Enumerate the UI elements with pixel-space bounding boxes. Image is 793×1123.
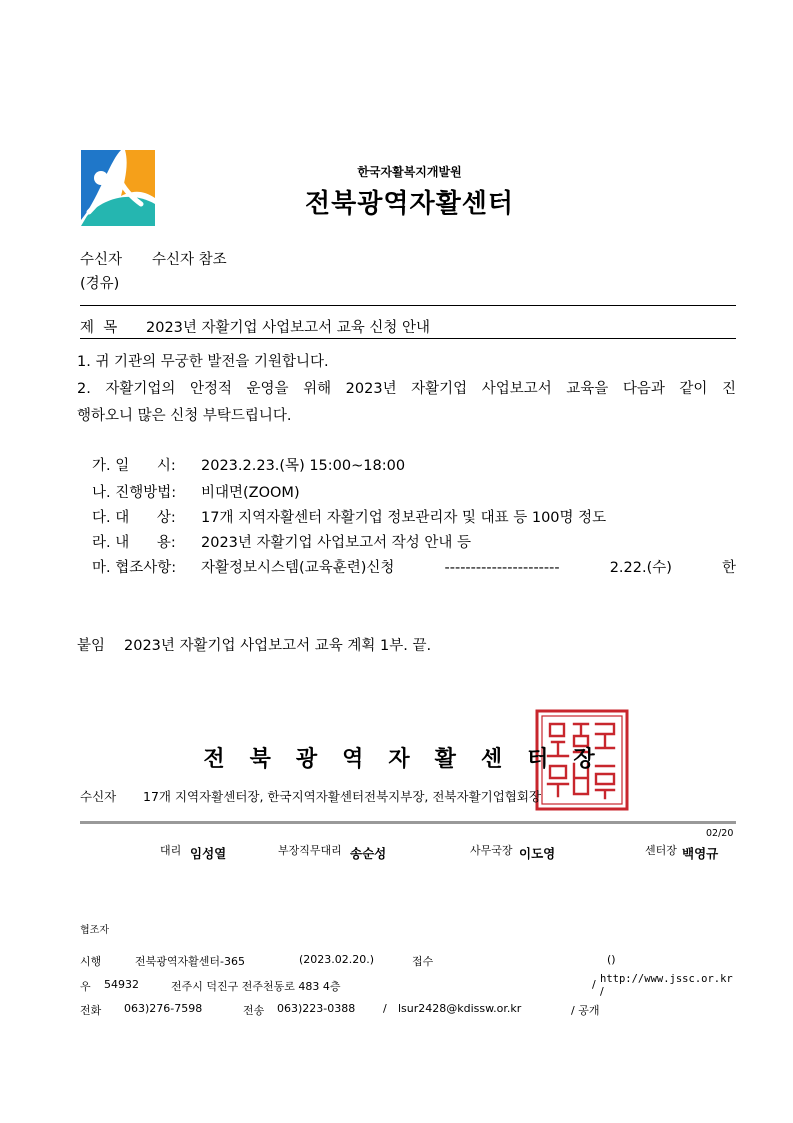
signature-date-note: 02/20 — [706, 828, 734, 839]
cooperator-label: 협조자 — [80, 925, 109, 936]
org-title: 전북광역자활센터 — [305, 189, 514, 219]
signature-role: 센터장 — [645, 844, 677, 857]
attachment-label: 붙임 — [77, 638, 106, 654]
tel-label: 전화 — [80, 1004, 102, 1017]
subject-value: 2023년 자활기업 사업보고서 교육 신청 안내 — [146, 320, 431, 336]
fax-label: 전송 — [243, 1004, 265, 1017]
signature-role: 대리 — [160, 844, 182, 857]
item-value: 자활정보시스템(교육훈련)신청 ---------------------- 2.22.(수) 한 — [201, 560, 736, 576]
disclosure-status: / 공개 — [571, 1004, 600, 1017]
doc-number: 전북광역자활센터-365 — [135, 955, 245, 968]
item-label: 다. 대 상: — [92, 510, 176, 526]
item-value: 비대면(ZOOM) — [201, 485, 300, 501]
body-paragraph-2-line-2: 행하오니 많은 신청 부탁드립니다. — [77, 408, 292, 424]
recipient-label: 수신자 — [80, 252, 123, 268]
receipt-value: () — [607, 953, 616, 966]
item-value: 2023.2.23.(목) 15:00~18:00 — [201, 458, 406, 474]
item-value: 2023년 자활기업 사업보고서 작성 안내 등 — [201, 535, 472, 551]
recipients-list-value: 17개 지역자활센터장, 한국지역자활센터전북지부장, 전북자활기업협회장 — [143, 789, 542, 804]
body-paragraph-2-line-1: 2. 자활기업의 안정적 운영을 위해 2023년 자활기업 사업보고서 교육을 다음과 같이 진 — [77, 381, 736, 397]
signature-name: 백영규 — [682, 846, 719, 861]
tel-number: 063)276-7598 — [124, 1002, 203, 1015]
homepage-slash: / — [600, 985, 604, 998]
doc-date: (2023.02.20.) — [299, 953, 375, 966]
homepage-link[interactable]: http://www.jssc.or.kr — [600, 973, 733, 985]
signature-name: 송순성 — [350, 846, 387, 861]
item-label: 마. 협조사항: — [92, 560, 177, 576]
address-slash: / — [592, 978, 596, 991]
divider-top — [80, 305, 736, 306]
item-label: 라. 내 용: — [92, 535, 176, 551]
fax-number: 063)223-0388 — [277, 1002, 356, 1015]
signature-role: 사무국장 — [470, 844, 513, 857]
doc-label: 시행 — [80, 955, 102, 968]
attachment-value: 2023년 자활기업 사업보고서 교육 계획 1부. 끝. — [124, 638, 432, 654]
zip-label: 우 — [80, 980, 91, 993]
email-address[interactable]: lsur2428@kdissw.or.kr — [398, 1002, 522, 1015]
email-slash: / — [383, 1002, 387, 1015]
recipient-value: 수신자 참조 — [152, 252, 227, 268]
divider-subject — [80, 338, 736, 339]
subject-label: 제 목 — [80, 320, 118, 336]
sender-name: 전북광역자활센터장 — [203, 747, 620, 772]
body-paragraph-1: 1. 귀 기관의 무궁한 발전을 기원합니다. — [77, 354, 329, 370]
item-value: 17개 지역자활센터 자활기업 정보관리자 및 대표 등 100명 정도 — [201, 510, 607, 526]
signature-role: 부장직무대리 — [278, 844, 342, 857]
signature-name: 이도영 — [519, 846, 556, 861]
recipients-list-label: 수신자 — [80, 789, 117, 804]
divider-signatures — [80, 821, 736, 824]
item-label: 가. 일 시: — [92, 458, 176, 474]
zip-code: 54932 — [104, 978, 139, 991]
org-subtitle: 한국자활복지개발원 — [357, 165, 462, 179]
address: 전주시 덕진구 전주천동로 483 4층 — [171, 980, 341, 993]
item-label: 나. 진행방법: — [92, 485, 177, 501]
receipt-label: 접수 — [412, 955, 434, 968]
via-label: (경유) — [80, 276, 120, 292]
signature-name: 임성열 — [190, 846, 227, 861]
